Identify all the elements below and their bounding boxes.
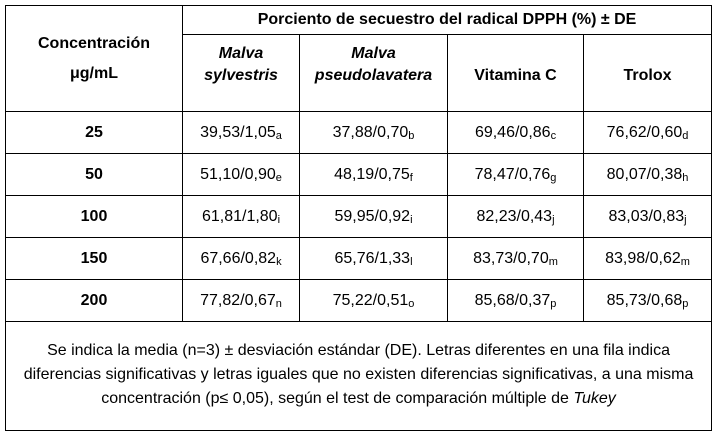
column-header-line1: Trolox — [623, 67, 672, 84]
significance-letter: e — [275, 171, 282, 184]
concentration-header — [6, 6, 183, 112]
concentration-header-label: Concentración — [37, 34, 150, 52]
value-cell — [448, 196, 584, 238]
value-cell — [183, 280, 300, 322]
footnote-tukey: Tukey — [573, 390, 616, 407]
table-body — [6, 112, 712, 322]
significance-letter: f — [409, 171, 413, 184]
significance-letter: h — [682, 171, 689, 184]
significance-letter: d — [682, 129, 689, 142]
value-cell — [183, 196, 300, 238]
value-cell — [300, 280, 448, 322]
column-header-0 — [183, 35, 300, 112]
table-row — [6, 280, 712, 322]
table-row — [6, 196, 712, 238]
value-cell — [183, 238, 300, 280]
significance-letter: i — [410, 213, 413, 226]
value-text: 82,23/0,43 — [476, 207, 553, 225]
concentration-cell: 100 — [6, 196, 183, 238]
significance-letter: m — [680, 255, 690, 268]
value-cell — [448, 112, 584, 154]
significance-letter: j — [684, 213, 687, 226]
column-header-line2: sylvestris — [204, 67, 278, 84]
value-text: 85,73/0,68 — [606, 291, 683, 309]
value-text: 37,88/0,70 — [332, 123, 409, 141]
concentration-cell: 200 — [6, 280, 183, 322]
concentration-cell: 25 — [6, 112, 183, 154]
value-cell — [183, 112, 300, 154]
value-cell — [584, 196, 712, 238]
table-row — [6, 238, 712, 280]
concentration-cell: 150 — [6, 238, 183, 280]
value-cell — [448, 238, 584, 280]
value-text: 65,76/1,33 — [334, 249, 411, 267]
value-cell — [183, 154, 300, 196]
dpph-table — [5, 5, 712, 431]
significance-letter: p — [550, 297, 557, 310]
table-row — [6, 154, 712, 196]
significance-letter: l — [410, 255, 413, 268]
value-cell — [300, 112, 448, 154]
value-cell — [584, 280, 712, 322]
value-text: 75,22/0,51 — [332, 291, 409, 309]
column-header-line1: Malva — [218, 45, 264, 62]
significance-letter: g — [550, 171, 557, 184]
value-text: 61,81/1,80 — [201, 207, 278, 225]
value-text: 80,07/0,38 — [606, 165, 683, 183]
column-header-2 — [448, 35, 584, 112]
significance-letter: b — [408, 129, 415, 142]
column-header-3 — [584, 35, 712, 112]
concentration-cell: 50 — [6, 154, 183, 196]
significance-letter: p — [682, 297, 689, 310]
value-cell — [300, 238, 448, 280]
value-text: 83,73/0,70 — [473, 249, 549, 267]
significance-letter: a — [275, 129, 282, 142]
value-text: 83,98/0,62 — [605, 249, 681, 267]
value-text: 39,53/1,05 — [200, 123, 276, 141]
significance-letter: m — [548, 255, 558, 268]
column-header-line1: Vitamina C — [474, 67, 557, 84]
column-header-line2: pseudolavatera — [314, 67, 433, 84]
significance-letter: i — [277, 213, 281, 226]
significance-letter: j — [552, 213, 555, 226]
significance-letter: o — [408, 297, 415, 310]
column-header-1 — [300, 35, 448, 112]
value-cell — [300, 196, 448, 238]
value-cell — [300, 154, 448, 196]
value-text: 83,03/0,83 — [608, 207, 685, 225]
value-cell — [584, 112, 712, 154]
value-text: 48,19/0,75 — [334, 165, 410, 183]
value-text: 85,68/0,37 — [474, 291, 551, 309]
value-text: 69,46/0,86 — [474, 123, 551, 141]
group-header: Porciento de secuestro del radical DPPH (%) ± DE — [183, 6, 712, 35]
table-row — [6, 112, 712, 154]
value-text: 59,95/0,92 — [334, 207, 411, 225]
value-cell — [448, 154, 584, 196]
significance-letter: k — [276, 255, 282, 268]
significance-letter: c — [550, 129, 557, 142]
column-header-line1: Malva — [351, 45, 396, 62]
table-footnote — [6, 322, 712, 431]
value-text: 77,82/0,67 — [200, 291, 276, 309]
value-text: 51,10/0,90 — [200, 165, 276, 183]
value-cell — [584, 154, 712, 196]
value-text: 78,47/0,76 — [474, 165, 551, 183]
significance-letter: n — [275, 297, 282, 310]
value-text: 76,62/0,60 — [606, 123, 683, 141]
value-text: 67,66/0,82 — [200, 249, 277, 267]
value-cell — [448, 280, 584, 322]
concentration-header-unit: μg/mL — [69, 64, 118, 82]
value-cell — [584, 238, 712, 280]
footnote-text: Se indica la media (n=3) ± desviación estándar (DE). Letras diferentes en una fila indica diferencias significativas y letras iguales que no existen diferencias significativas, a una misma concentración (p≤ 0,05), según el test de comparación múltiple de — [23, 342, 694, 407]
